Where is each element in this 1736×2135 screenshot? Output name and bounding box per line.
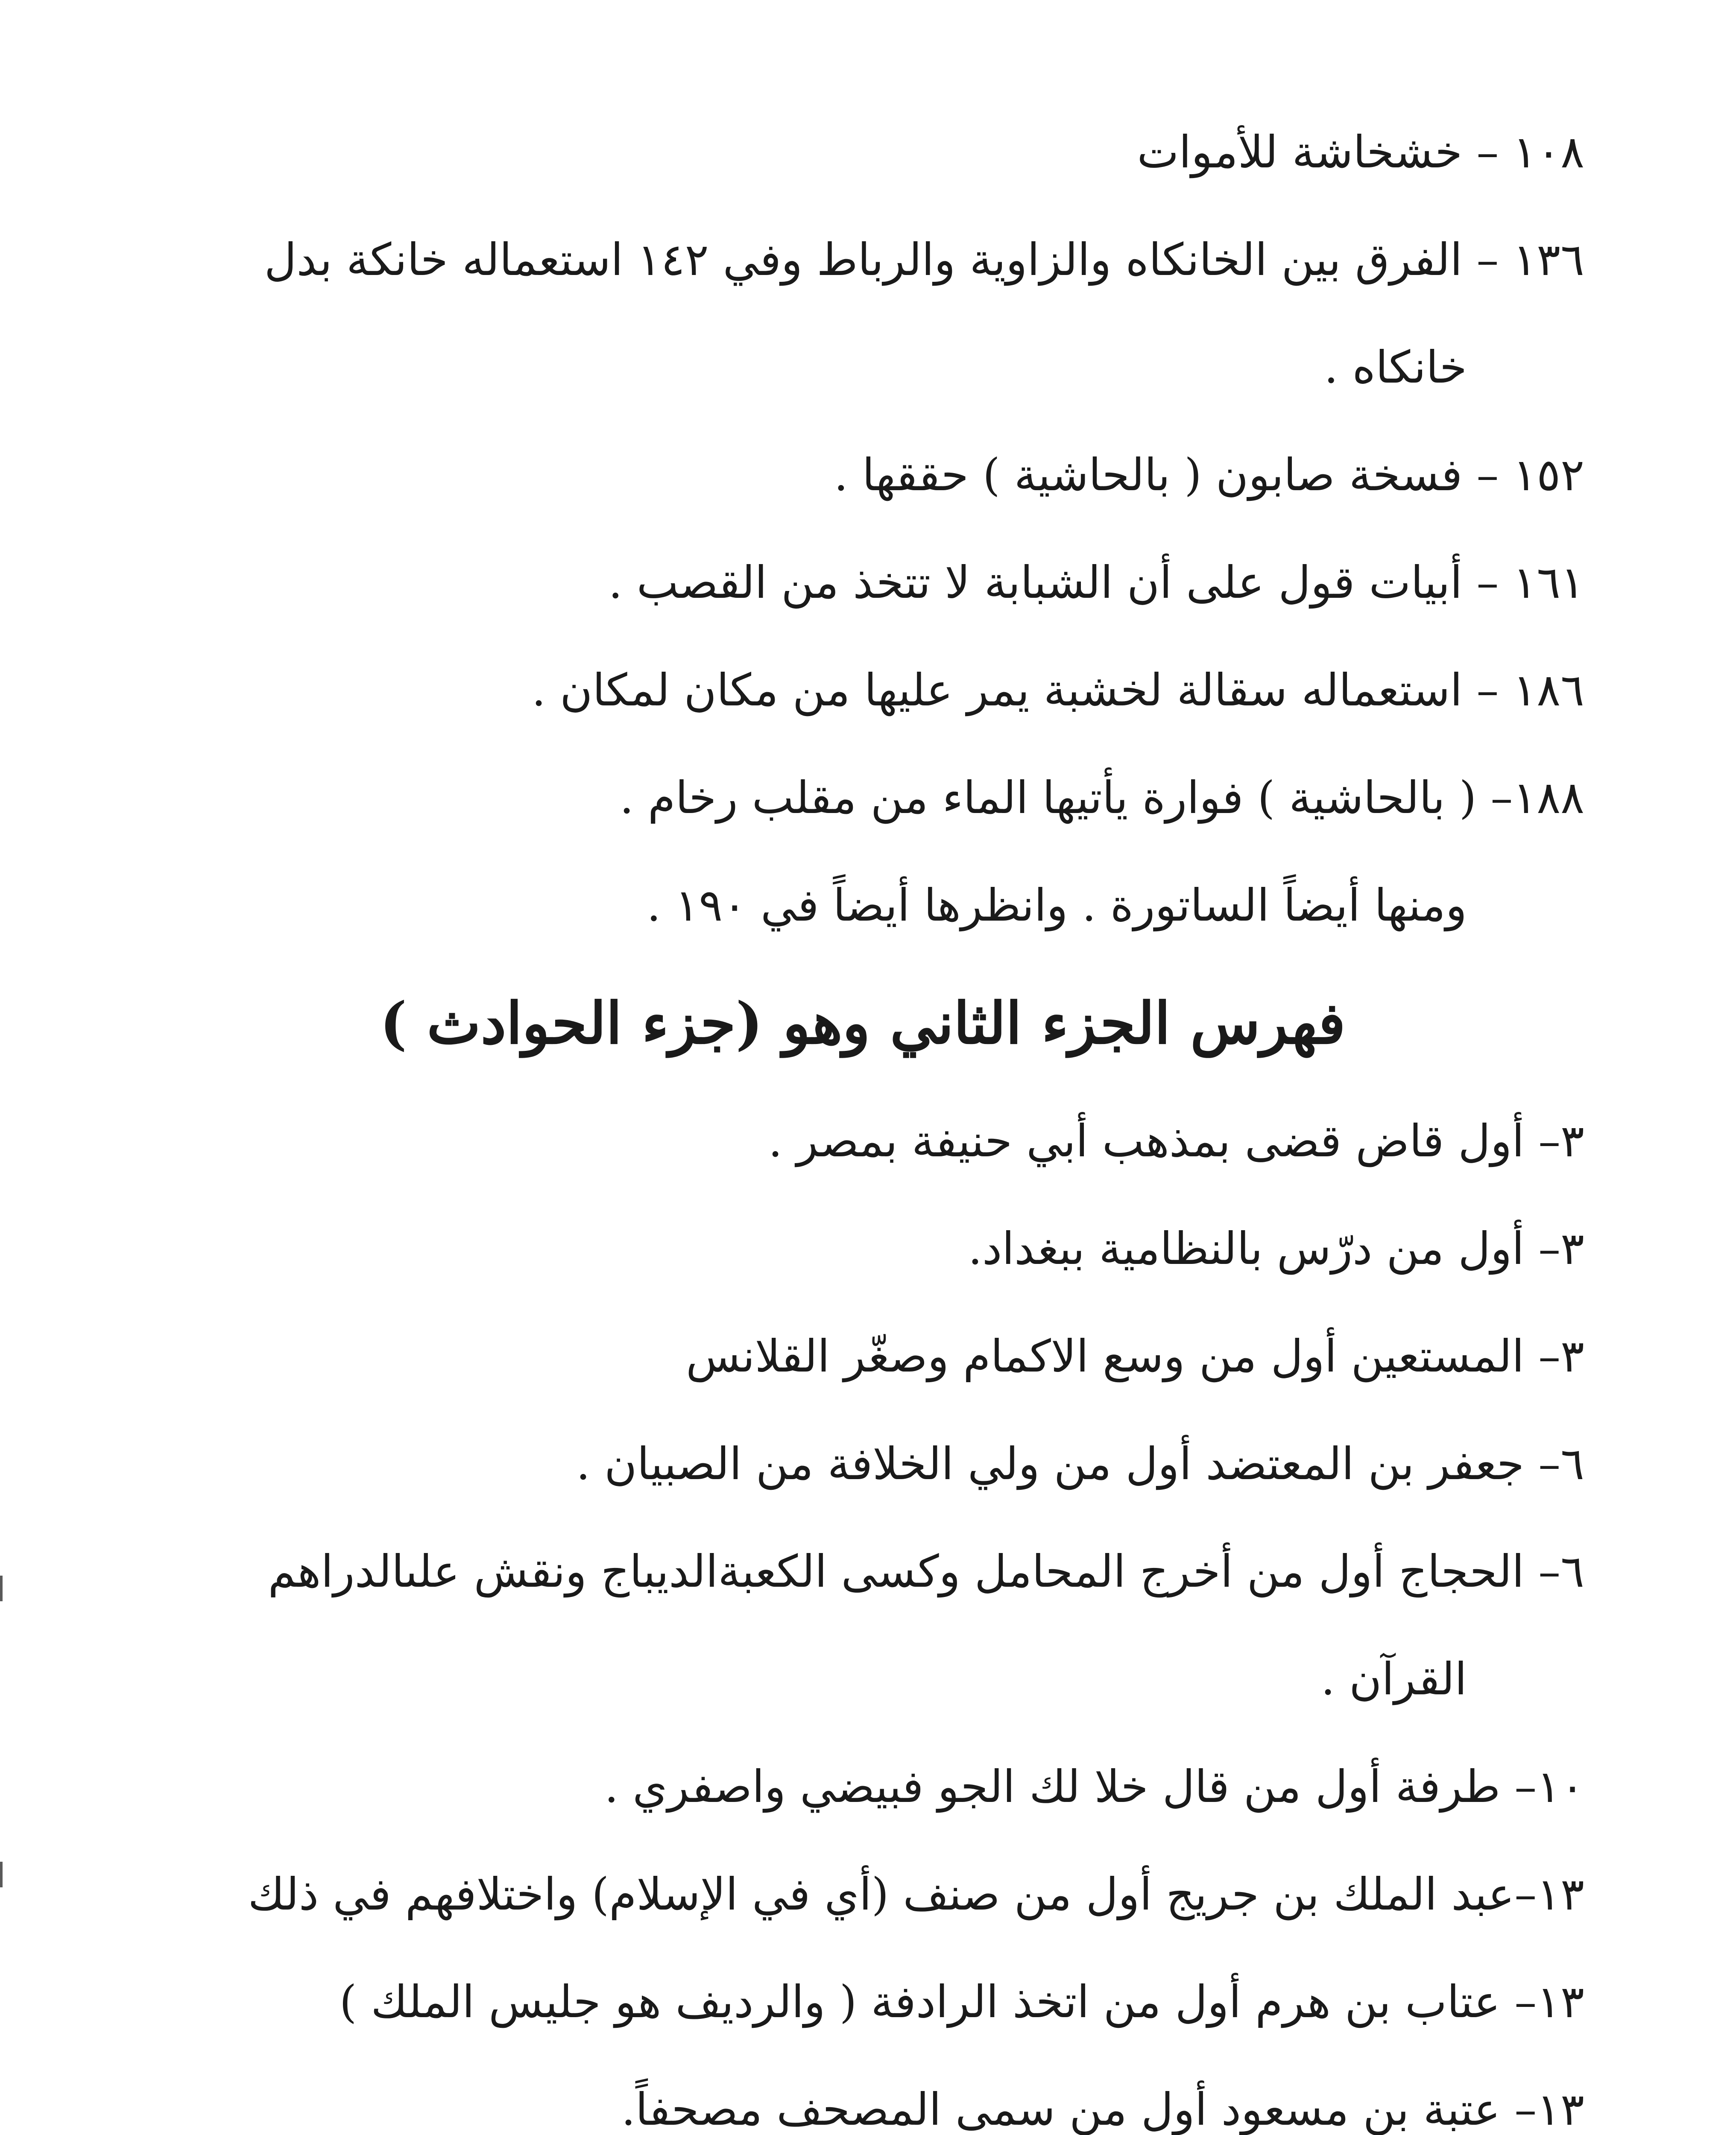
index-entry-continuation: القرآن . (1321, 1653, 1467, 1705)
index-entry: ١٣–عبد الملك بن جريج أول من صنف (أي في الإسلام) واختلافهم في ذلك (248, 1868, 1584, 1920)
index-entry: ١٠– طرفة أول من قال خلا لك الجو فبيضي واصفري . (604, 1761, 1584, 1813)
index-entry: ١٥٢ – فسخة صابون ( بالحاشية ) حققها . (834, 449, 1584, 501)
index-entry: ٣– أول قاض قضى بمذهب أبي حنيفة بمصر . (768, 1115, 1584, 1167)
index-entry: ١٣٦ – الفرق بين الخانكاه والزاوية والرباط وفي ١٤٢ استعماله خانكة بدل (264, 234, 1584, 286)
index-entry: ٦– جعفر بن المعتضد أول من ولي الخلافة من الصبيان . (576, 1438, 1584, 1490)
index-entry: ٦– الحجاج أول من أخرج المحامل وكسى الكعبةالديباج ونقش علىالدراهم (268, 1545, 1584, 1597)
index-section-part-one (115, 98, 1584, 959)
index-entry: ١٠٨ – خشخاشة للأموات (1137, 126, 1584, 178)
index-section-part-two (115, 1087, 1584, 2135)
index-entry: ٣– أول من درّس بالنظامية ببغداد. (968, 1223, 1584, 1275)
page-content (115, 98, 1584, 2135)
index-entry: ١٨٨– ( بالحاشية ) فوارة يأتيها الماء من مقلب رخام . (619, 772, 1584, 824)
scan-margin-mark (0, 1862, 3, 1887)
index-entry: ١٣– عتاب بن هرم أول من اتخذ الرادفة ( والرديف هو جليس الملك ) (339, 1976, 1584, 2028)
index-entry-continuation: خانكاه . (1324, 341, 1467, 393)
index-entry: ١٣– عتبة بن مسعود أول من سمى المصحف مصحفاً. (621, 2083, 1584, 2135)
index-entry-continuation: ومنها أيضاً الساتورة . وانظرها أيضاً في ١٩٠ . (647, 879, 1467, 931)
index-entry: ٣– المستعين أول من وسع الاكمام وصغّر القلانس (686, 1330, 1584, 1382)
index-entry: ١٦١ – أبيات قول على أن الشبابة لا تتخذ من القصب . (608, 556, 1584, 608)
scan-margin-mark (0, 1576, 3, 1601)
index-entry: ١٨٦ – استعماله سقالة لخشبة يمر عليها من مكان لمكان . (531, 664, 1584, 716)
section-heading: فهرس الجزء الثاني وهو (جزء الحوادث ) (380, 989, 1346, 1057)
